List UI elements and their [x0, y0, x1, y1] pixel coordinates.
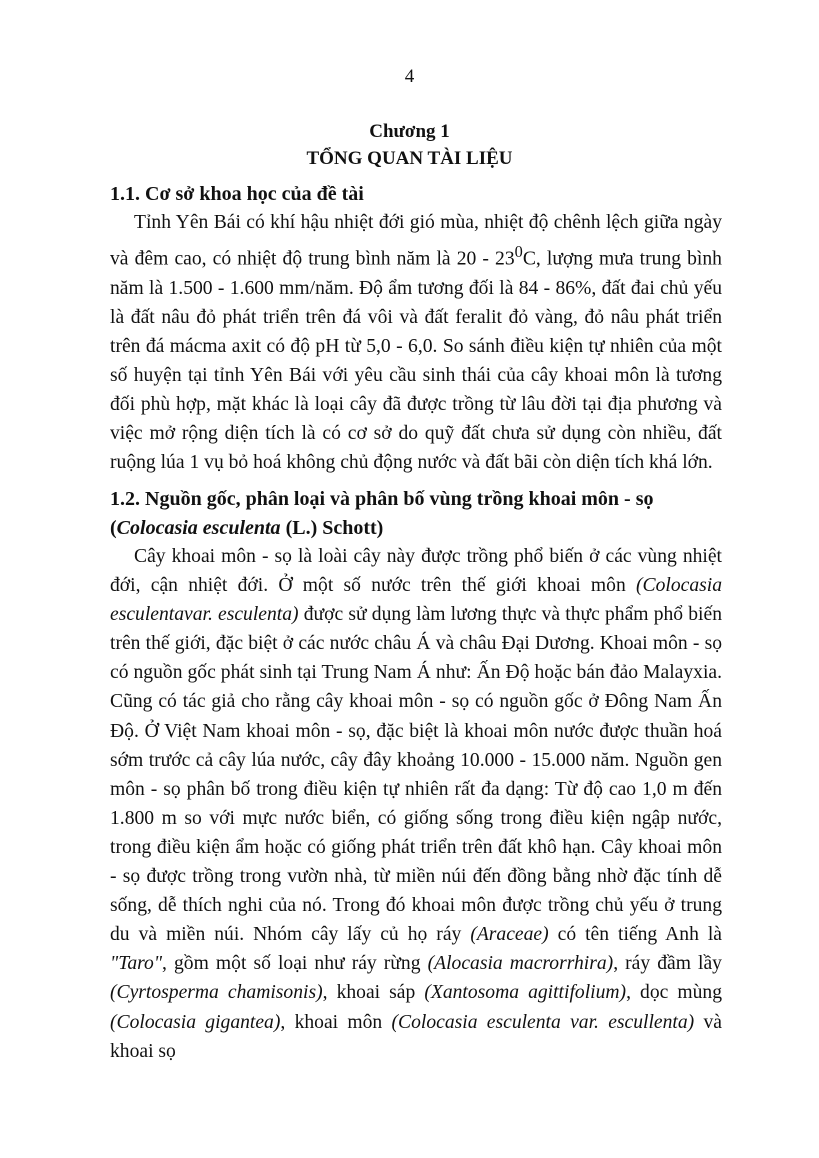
text-run: , dọc mùng: [626, 982, 722, 1004]
chapter-heading: TỔNG QUAN TÀI LIỆU: [306, 148, 513, 169]
section-1-1-paragraph: [110, 208, 722, 477]
text-run: C, lượng mưa trung bình năm là 1.500 - 1.600 mm/năm. Độ ẩm tương đối là 84 - 86%, đất đai chủ yếu là đất nâu đỏ phát triển trên đá vôi và đất feralit đỏ vàng, đỏ nâu phát triển trên đá mácma axit có độ pH từ 5,0 - 6,0. So sánh điều kiện tự nhiên của một số huyện tại tỉnh Yên Bái với yêu cầu sinh thái của cây khoai môn là tương đối phù hợp, mặt khác là loại cây đã được trồng từ lâu đời tại địa phương và việc mở rộng diện tích là có cơ sở do quỹ đất chưa sử dụng còn nhiều, đất ruộng lúa 1 vụ bỏ hoá không chủ động nước và đất bãi còn diện tích khá lớn.: [110, 248, 722, 474]
text-run: Tỉnh Yên Bái có khí hậu nhiệt đới gió mùa, nhiệt độ chênh lệch giữa ngày và đêm cao, có nhiệt độ trung bình năm là 20 - 23: [110, 212, 722, 270]
scientific-name: (Colocasia gigantea): [110, 1011, 281, 1033]
text-run: Cây khoai môn - sọ là loài cây này được trồng phổ biến ở các vùng nhiệt đới, cận nhiệt đới. Ở một số nước trên thế giới khoai môn: [110, 546, 722, 597]
scientific-name: (Colocasia esculenta var. escullenta): [391, 1011, 695, 1033]
page-number: 4: [404, 66, 415, 87]
text-run: có tên tiếng Anh là: [548, 924, 722, 946]
scientific-name: Colocasia esculenta: [116, 517, 281, 539]
section-heading-1-2: [110, 485, 722, 543]
text-run: , khoai môn: [280, 1011, 392, 1033]
text-run: , gồm một số loại như ráy rừng: [162, 953, 428, 975]
scientific-name: (Xantosoma agittifolium): [424, 982, 627, 1004]
english-name: "Taro": [110, 953, 163, 975]
text-run: và khoai sọ: [110, 1011, 722, 1062]
scientific-name: (Colocasia esculentavar. esculenta): [110, 575, 722, 626]
section-heading-1-1: 1.1. Cơ sở khoa học của đề tài: [110, 183, 364, 205]
chapter-title: [0, 118, 819, 172]
heading-run: (L.) Schott): [280, 517, 384, 539]
superscript: 0: [514, 242, 523, 262]
text-run: , ráy đầm lầy: [613, 953, 722, 975]
scientific-name: (Alocasia macrorrhira): [427, 953, 614, 975]
scientific-name: (Cyrtosperma chamisonis): [110, 982, 323, 1004]
chapter-label: Chương 1: [369, 121, 450, 142]
heading-run: 1.2. Nguồn gốc, phân loại và phân bố vùng trồng khoai môn - sọ (: [110, 488, 654, 539]
text-run: được sử dụng làm lương thực và thực phẩm phổ biến trên thế giới, đặc biệt ở các nước châu Á và châu Đại Dương. Khoai môn - sọ có nguồn gốc phát sinh tại Trung Nam Á như: Ấn Độ hoặc bán đảo Malayxia. Cũng có tác giả cho rằng cây khoai môn - sọ có nguồn gốc ở Đông Nam Ấn Độ. Ở Việt Nam khoai môn - sọ, đặc biệt là khoai môn nước được thuần hoá sớm trước cả cây lúa nước, cây đây khoảng 10.000 - 15.000 năm. Nguồn gen môn - sọ phân bố trong điều kiện tự nhiên rất đa dạng: Từ độ cao 1,0 m đến 1.800 m so với mực nước biển, có giống sống trong điều kiện ngập nước, trong điều kiện ẩm hoặc có giống phát triển trên đất khô hạn. Cây khoai môn - sọ được trồng trong vườn nhà, từ miền núi đến đồng bằng nhờ đặc tính dễ sống, dễ thích nghi của nó. Trong đó khoai môn được trồng chủ yếu ở trung du và miền núi. Nhóm cây lấy củ họ ráy: [110, 604, 722, 946]
text-run: , khoai sáp: [322, 982, 425, 1004]
scientific-name: (Araceae): [470, 924, 549, 946]
section-1-2-paragraph: [110, 542, 722, 1066]
